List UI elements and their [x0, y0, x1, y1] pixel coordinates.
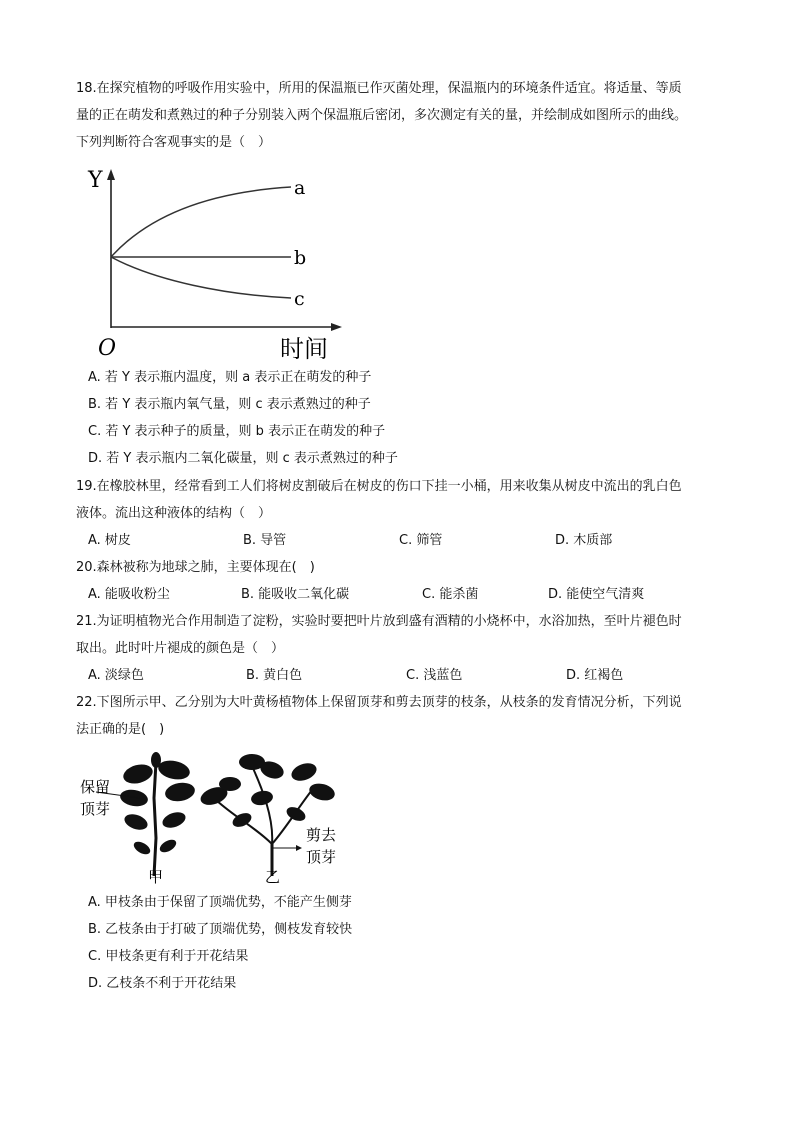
cut-pointer-arrow	[296, 845, 302, 851]
q19-stem-line-2: 液体。流出这种液体的结构（ ）	[76, 506, 272, 521]
label-jia: 甲	[148, 868, 164, 884]
q22-option-b: B. 乙枝条由于打破了顶端优势，侧枝发育较快	[88, 922, 353, 937]
curve-a	[111, 187, 291, 257]
q18-stem-line-3: 下列判断符合客观事实的是（ ）	[76, 135, 272, 150]
caption-keep-1: 保留	[80, 778, 111, 796]
x-axis-arrow	[331, 323, 342, 331]
y-axis-arrow	[107, 169, 115, 180]
q20-option-b: B. 能吸收二氧化碳	[241, 587, 350, 602]
q20-option-d: D. 能使空气清爽	[548, 587, 645, 602]
q22-option-c: C. 甲枝条更有利于开花结果	[88, 949, 249, 964]
q19-option-c: C. 筛管	[399, 533, 443, 548]
caption-cut-2: 顶芽	[306, 848, 337, 866]
q18-option-c: C. 若 Y 表示种子的质量，则 b 表示正在萌发的种子	[88, 424, 386, 439]
q18-option-a: A. 若 Y 表示瓶内温度，则 a 表示正在萌发的种子	[88, 370, 372, 385]
y-axis-label: Y	[88, 168, 103, 193]
q20-option-c: C. 能杀菌	[422, 587, 479, 602]
q18-respiration-graph	[86, 165, 348, 365]
q22-option-d: D. 乙枝条不利于开花结果	[88, 976, 237, 991]
q18-option-d: D. 若 Y 表示瓶内二氧化碳量，则 c 表示煮熟过的种子	[88, 451, 398, 466]
q18-stem-line-1: 18.在探究植物的呼吸作用实验中，所用的保温瓶已作灭菌处理，保温瓶内的环境条件适宜。将适量、等质	[76, 81, 682, 96]
q19-stem-line-1: 19.在橡胶林里，经常看到工人们将树皮割破后在树皮的伤口下挂一小桶，用来收集从树皮中流出的乳白色	[76, 479, 682, 494]
q21-option-b: B. 黄白色	[246, 668, 303, 683]
q22-branch-figure	[76, 748, 356, 884]
q18-stem-line-2: 量的正在萌发和煮熟过的种子分别装入两个保温瓶后密闭，多次测定有关的量，并绘制成如图所示的曲线。	[76, 108, 688, 123]
curve-c-label: c	[294, 288, 305, 310]
q19-option-d: D. 木质部	[555, 533, 613, 548]
branch-jia	[119, 752, 197, 876]
caption-cut-1: 剪去	[306, 826, 337, 844]
curve-c	[111, 257, 291, 298]
q20-option-a: A. 能吸收粉尘	[88, 587, 170, 602]
caption-keep-2: 顶芽	[80, 800, 111, 818]
x-axis-label: 时间	[280, 335, 328, 363]
q21-stem-line-1: 21.为证明植物光合作用制造了淀粉，实验时要把叶片放到盛有酒精的小烧杯中，水浴加热，至叶片褪色时	[76, 614, 682, 629]
q21-option-d: D. 红褐色	[566, 668, 624, 683]
q22-stem-line-1: 22.下图所示甲、乙分别为大叶黄杨植物体上保留顶芽和剪去顶芽的枝条，从枝条的发育情况分析，下列说	[76, 695, 682, 710]
q18-option-b: B. 若 Y 表示瓶内氧气量，则 c 表示煮熟过的种子	[88, 397, 371, 412]
curve-b-label: b	[294, 247, 307, 269]
q20-stem-line-1: 20.森林被称为地球之肺，主要体现在( )	[76, 560, 315, 575]
q19-option-a: A. 树皮	[88, 533, 131, 548]
q19-option-b: B. 导管	[243, 533, 287, 548]
origin-label: O	[98, 336, 117, 361]
q22-stem-line-2: 法正确的是( )	[76, 722, 165, 737]
q22-option-a: A. 甲枝条由于保留了顶端优势，不能产生侧芽	[88, 895, 352, 910]
curve-a-label: a	[294, 177, 306, 199]
label-yi: 乙	[265, 868, 281, 884]
q21-option-c: C. 浅蓝色	[406, 668, 463, 683]
q21-option-a: A. 淡绿色	[88, 668, 144, 683]
q21-stem-line-2: 取出。此时叶片褪成的颜色是（ ）	[76, 641, 285, 656]
